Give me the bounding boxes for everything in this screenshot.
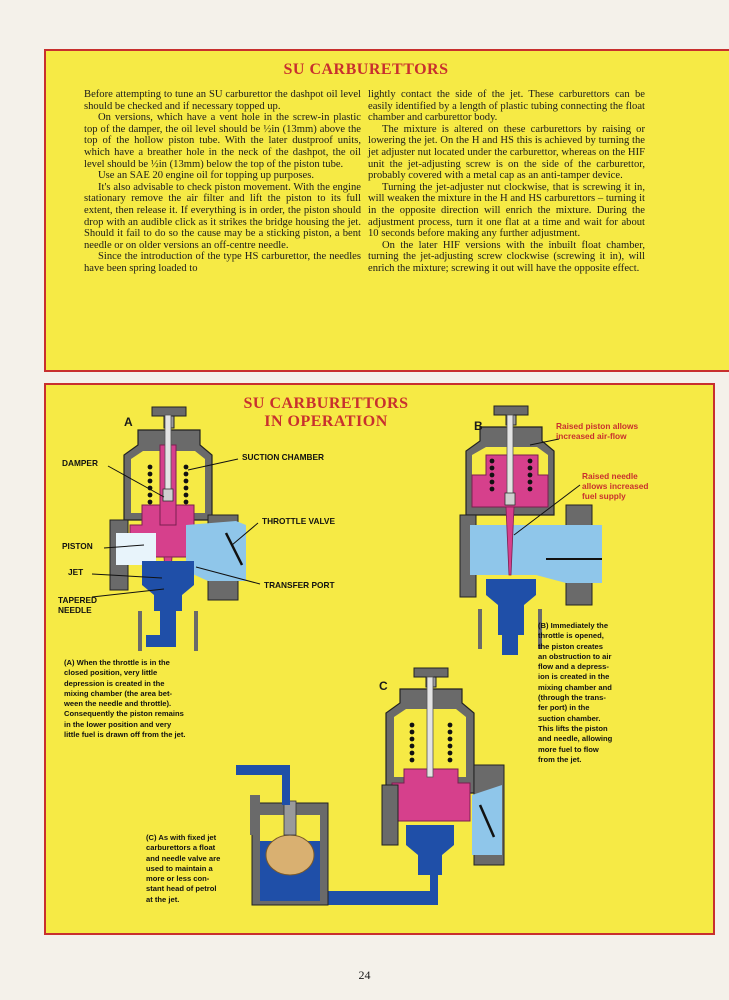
label-suction-chamber: SUCTION CHAMBER (242, 452, 325, 462)
text-column-left (84, 89, 361, 275)
caption-line: from the jet. (538, 754, 582, 764)
label-throttle-valve: THROTTLE VALVE (262, 516, 335, 526)
paragraph: Use an SAE 20 engine oil for topping up purposes. (98, 170, 314, 182)
diagram-title-line2: IN OPERATION (264, 413, 388, 430)
page-number: 24 (358, 968, 371, 982)
caption-line: more or less con- (146, 874, 210, 884)
label-raised-needle (582, 471, 648, 501)
caption-line: at the jet. (146, 894, 180, 904)
caption-line: Consequently the piston remains (64, 709, 184, 719)
label-tapered-needle-line2: NEEDLE (58, 605, 92, 615)
label-tapered-needle-line1: TAPERED (58, 595, 98, 605)
text-panel (44, 49, 729, 372)
caption-line: little fuel is drawn off from the jet. (64, 730, 186, 740)
label-raised-needle-line2: allows increased (582, 481, 649, 491)
section-title: SU CARBURETTORS (283, 61, 449, 78)
label-damper: DAMPER (62, 458, 98, 468)
diagram-letter-b: B (474, 419, 483, 433)
caption-line: mixing chamber (the area bet- (64, 688, 173, 698)
diagram-c (236, 668, 504, 905)
diagram-a (110, 407, 246, 651)
paragraph: On versions, which have a vent hole in the screw-in plastic top of the damper, the oil level should be ½in (13mm) above the top of the hollow piston tube. With the later dustproof units, which have a breather hole in the neck of the dashpot, the oil level should be ½in (13mm) below the top of the piston tube. (84, 112, 361, 170)
caption-line: and needle, allowing (538, 734, 613, 744)
label-raised-piston-line2: increased air-flow (556, 431, 627, 441)
caption-line: closed position, very little (64, 668, 158, 678)
paragraph: Since the introduction of the type HS carburettor, the needles have been spring loaded to (84, 251, 361, 274)
caption-line: depression is created in the (64, 678, 165, 688)
caption-line: throttle is opened, (538, 631, 604, 641)
caption-line: (through the trans- (538, 693, 606, 703)
label-tapered-needle (58, 595, 97, 615)
caption-line: This lifts the piston (538, 723, 608, 733)
paragraph: Before attempting to tune an SU carburettor the dashpot oil level should be checked and if necessary topped up. (84, 89, 361, 112)
caption-line: ween the needle and throttle). (64, 699, 172, 709)
diagram-letter-a: A (124, 415, 133, 429)
caption-line: (A) When the throttle is in the (64, 658, 170, 667)
paragraph: The mixture is altered on these carburettors by raising or lowering the jet. On the H and HS this is achieved by turning the jet adjuster nut located under the carburettor, whereas on the HIF unit the jet-adjusting screw is on the side of the carburettor, probably covered with a metal cap as an anti-tamper device. (368, 123, 645, 182)
diagram-b (460, 406, 602, 655)
label-raised-needle-line3: fuel supply (582, 491, 626, 501)
caption-line: ion is created in the (538, 672, 610, 682)
caption-b (538, 621, 668, 765)
caption-line: used to maintain a (146, 863, 213, 873)
caption-line: flow and a depress- (538, 662, 609, 672)
label-raised-piston (556, 421, 638, 441)
text-column-right (368, 89, 645, 275)
label-jet: JET (68, 567, 84, 577)
caption-line: (B) Immediately the (538, 621, 609, 630)
caption-line: an obstruction to air (538, 651, 612, 661)
paragraph: It's also advisable to check piston movement. With the engine stationary remove the air filter and lift the piston to its full extent, then release it. If everything is in order, the piston should drop with an audible click as it strikes the bridge housing the jet. Should it fail to do so the cause may be a sticking piston, a bent needle or on older versions an off-centre needle. (84, 181, 361, 251)
caption-line: fer port) in the (538, 703, 590, 713)
label-raised-piston-line1: Raised piston allows (556, 421, 639, 431)
caption-line: and needle valve are (146, 853, 221, 863)
caption-line: suction chamber. (538, 713, 601, 723)
caption-c (146, 833, 266, 905)
caption-line: more fuel to flow (538, 744, 599, 754)
paragraph: lightly contact the side of the jet. These carburettors can be easily identified by a length of plastic tubing connecting the float chamber and carburettor body. (368, 89, 645, 124)
caption-line: the piston creates (538, 641, 603, 651)
label-raised-needle-line1: Raised needle (582, 471, 638, 481)
diagram-letter-c: C (379, 679, 388, 693)
caption-line: stant head of petrol (146, 884, 217, 894)
caption-line: in the lower position and very (64, 719, 172, 729)
caption-line: mixing chamber and (538, 682, 612, 692)
paragraph: On the later HIF versions with the inbuilt float chamber, turning the jet-adjusting screw clockwise (screwing it in), will enrich the mixture; screwing it out will have the opposite effect. (368, 239, 645, 274)
caption-line: (C) As with fixed jet (146, 833, 217, 842)
diagram-title-line1: SU CARBURETTORS (243, 395, 409, 412)
diagram-panel (44, 383, 715, 935)
label-piston: PISTON (62, 541, 93, 551)
label-transfer-port: TRANSFER PORT (264, 580, 335, 590)
paragraph: Turning the jet-adjuster nut clockwise, that is screwing it in, will weaken the mixture in the H and HS carburettors – turning it in the opposite direction will enrich the mixture. During the adjustment process, turn it one flat at a time and wait for about 10 seconds before making any further adjustment. (368, 181, 645, 240)
caption-line: carburettors a float (146, 843, 216, 853)
caption-a (64, 658, 274, 740)
